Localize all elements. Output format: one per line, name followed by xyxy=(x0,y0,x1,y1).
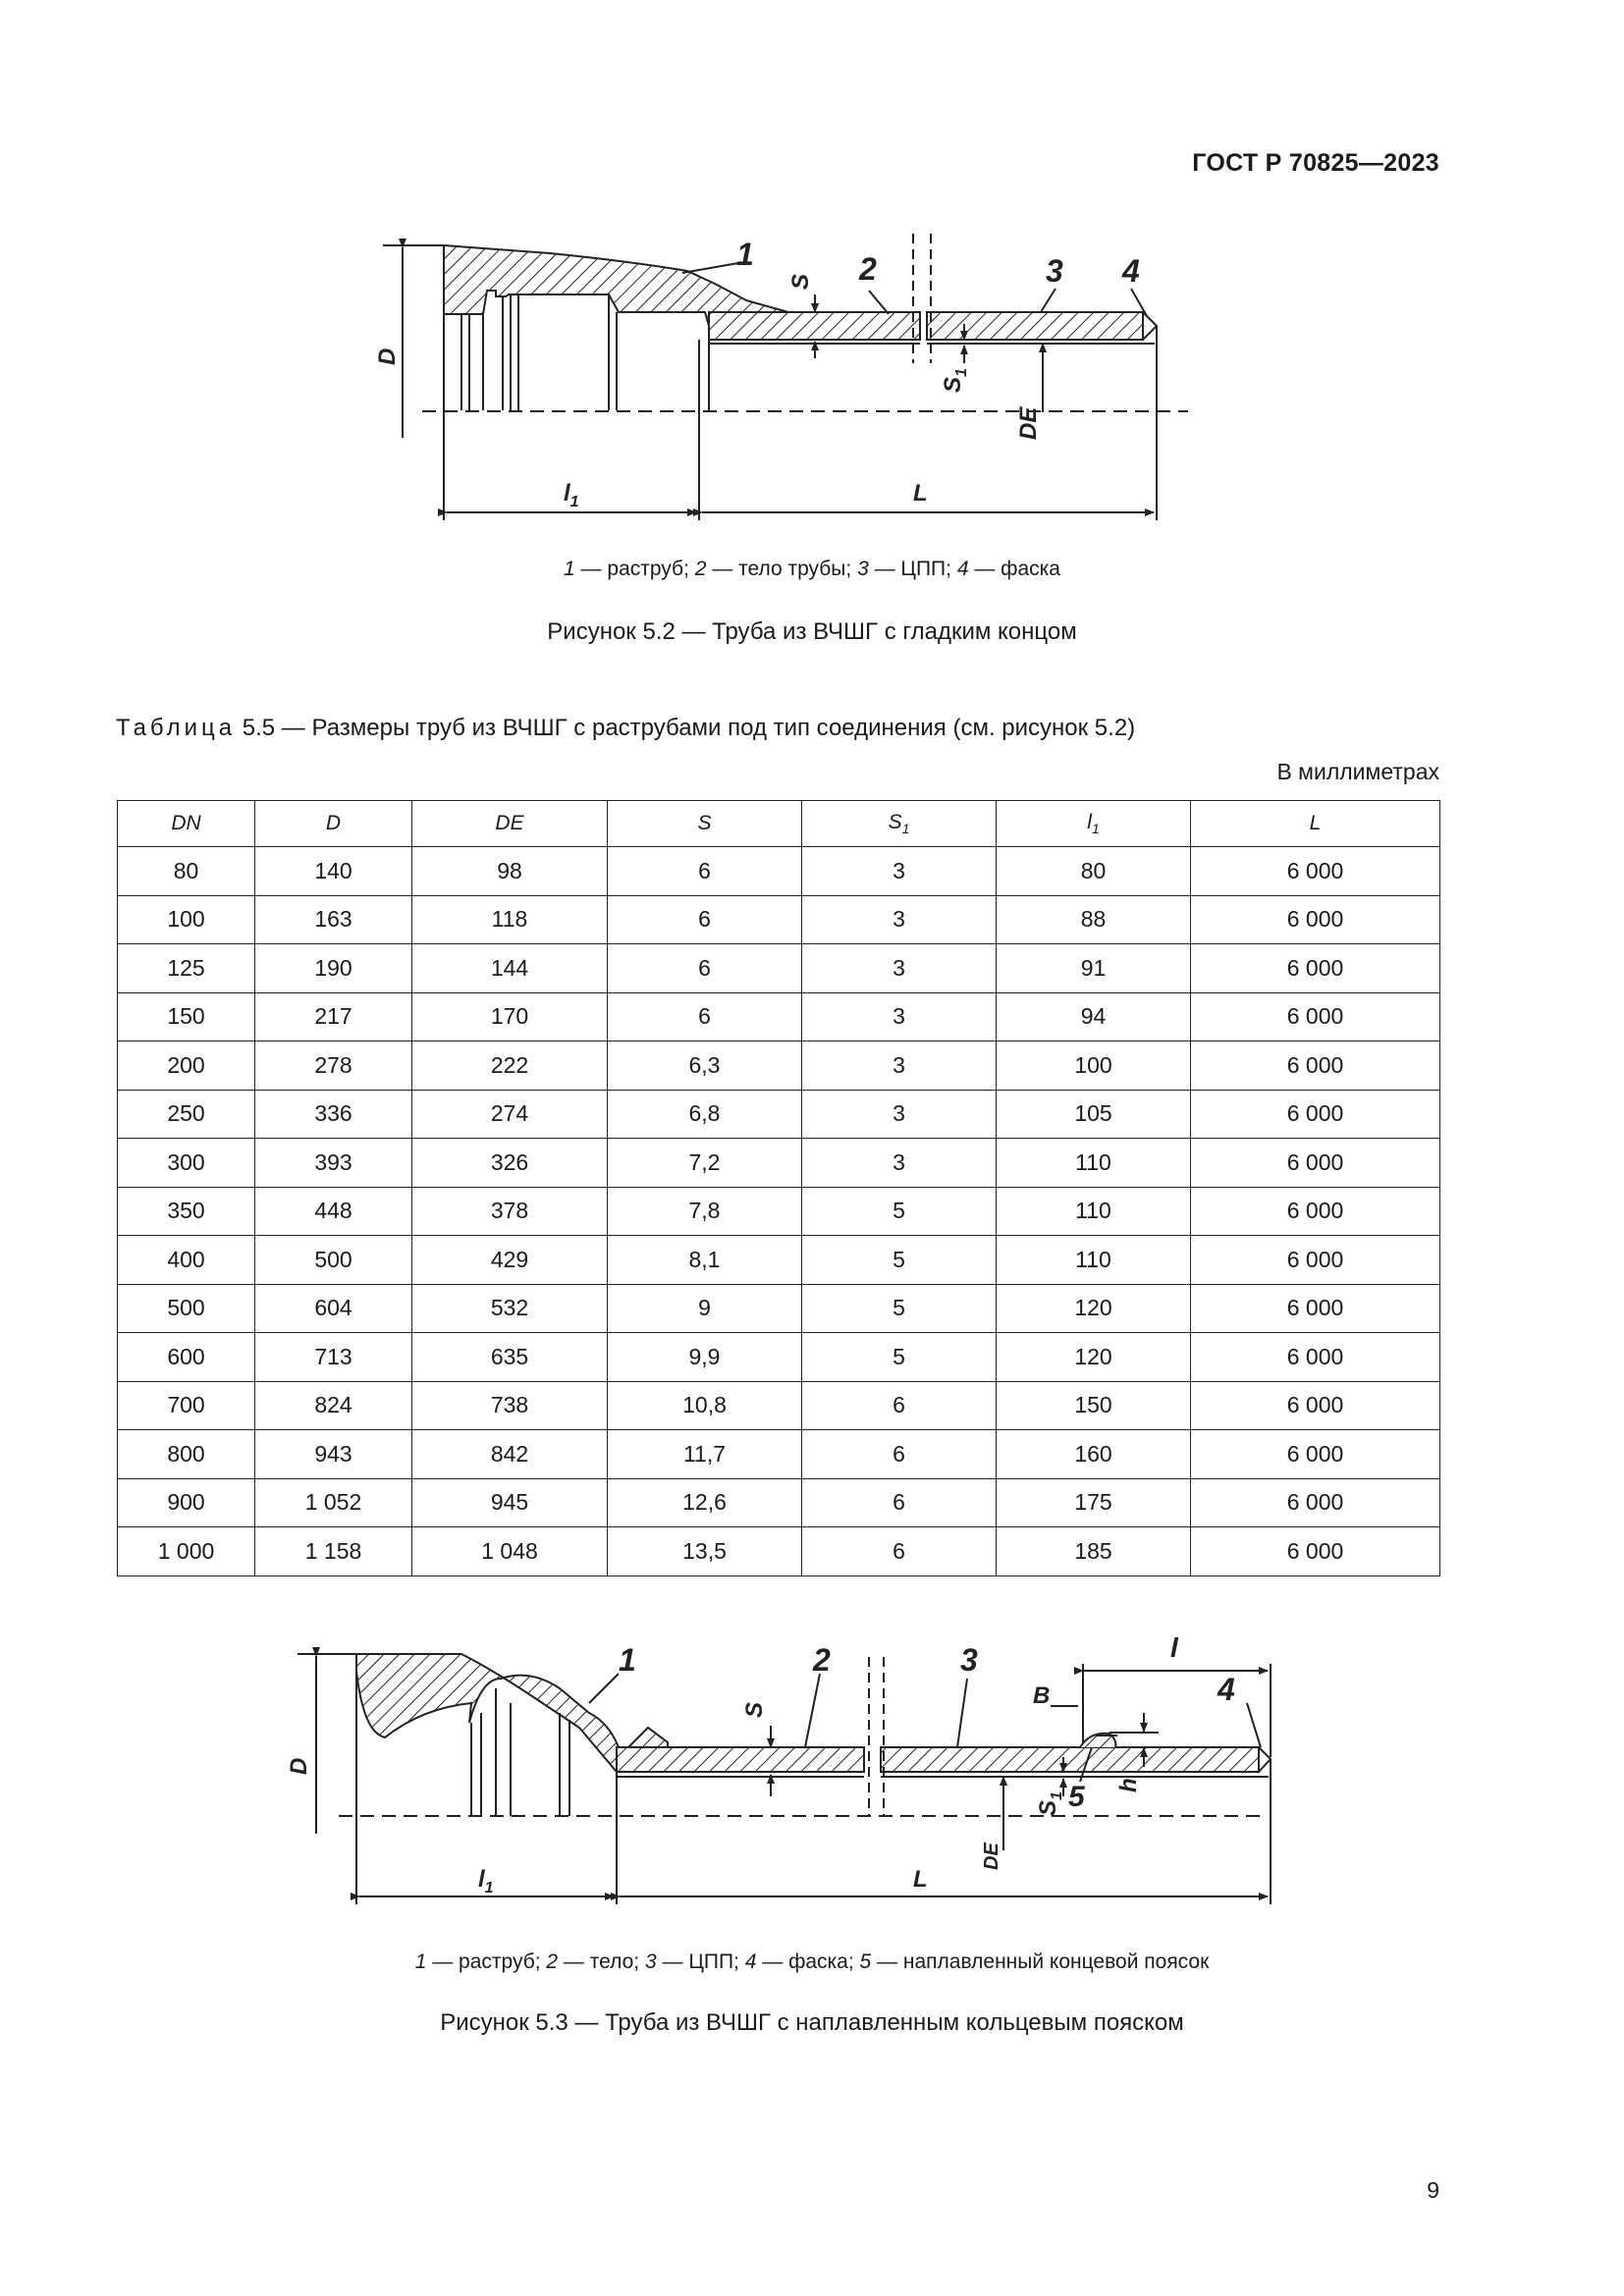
table-cell: 6 000 xyxy=(1191,1187,1440,1236)
table-cell: 6 000 xyxy=(1191,895,1440,944)
table-cell: 713 xyxy=(255,1333,412,1382)
table-cell: 144 xyxy=(412,944,608,993)
table-row xyxy=(118,1284,1440,1333)
table-cell: 448 xyxy=(255,1187,412,1236)
table-row xyxy=(118,1236,1440,1285)
table-cell: 6 000 xyxy=(1191,1139,1440,1188)
fig2-dim-L: L xyxy=(913,1866,928,1893)
table-row xyxy=(118,1333,1440,1382)
column-header: S xyxy=(608,801,802,847)
pipe-wall-right-2 xyxy=(881,1747,1259,1772)
column-header: D xyxy=(255,801,412,847)
fig2-dim-l: l xyxy=(1170,1632,1178,1663)
table-cell: 7,8 xyxy=(608,1187,802,1236)
document-header: ГОСТ Р 70825—2023 xyxy=(1192,149,1439,177)
table-cell: 118 xyxy=(412,895,608,944)
fig2-callout-5: 5 xyxy=(1068,1781,1085,1813)
table-row xyxy=(118,1187,1440,1236)
fig2-dim-B: B xyxy=(1033,1682,1051,1709)
table-header-row xyxy=(118,801,1440,847)
table-cell: 11,7 xyxy=(608,1430,802,1479)
table-units: В миллиметрах xyxy=(1276,759,1439,784)
table-title: Таблица 5.5 — Размеры труб из ВЧШГ с раструбами под тип соединения (см. рисунок 5.2) xyxy=(116,715,1136,741)
column-header: L xyxy=(1191,801,1440,847)
table-cell: 12,6 xyxy=(608,1478,802,1527)
figure-5-2-drawing xyxy=(0,0,1624,550)
table-cell: 1 000 xyxy=(118,1527,255,1576)
fig2-dim-S1: $S_1$ xyxy=(1035,1791,1065,1816)
fig1-dim-D: D xyxy=(374,347,401,365)
fig2-dim-DE: DE xyxy=(981,1842,1002,1870)
fig1-callout-3: 3 xyxy=(1046,253,1063,289)
table-cell: 6 000 xyxy=(1191,847,1440,896)
table-cell: 6 xyxy=(608,944,802,993)
table-cell: 9 xyxy=(608,1284,802,1333)
table-cell: 6 xyxy=(608,895,802,944)
page-number: 9 xyxy=(1427,2177,1439,2203)
table-cell: 700 xyxy=(118,1381,255,1430)
fig1-dim-DE: DE xyxy=(1015,406,1042,440)
table-cell: 500 xyxy=(255,1236,412,1285)
table-cell: 6 000 xyxy=(1191,1381,1440,1430)
table-cell: 8,1 xyxy=(608,1236,802,1285)
table-row xyxy=(118,1090,1440,1139)
table-cell: 200 xyxy=(118,1041,255,1091)
pipe-dimensions-table xyxy=(117,800,1440,1576)
table-cell: 274 xyxy=(412,1090,608,1139)
table-cell: 7,2 xyxy=(608,1139,802,1188)
fig2-callout-4: 4 xyxy=(1218,1672,1235,1707)
table-cell: 6,3 xyxy=(608,1041,802,1091)
table-cell: 150 xyxy=(118,992,255,1041)
table-cell: 6,8 xyxy=(608,1090,802,1139)
table-cell: 120 xyxy=(997,1284,1191,1333)
table-cell: 943 xyxy=(255,1430,412,1479)
table-cell: 110 xyxy=(997,1236,1191,1285)
table-cell: 604 xyxy=(255,1284,412,1333)
column-header: DN xyxy=(118,801,255,847)
figure-5-3-caption: Рисунок 5.3 — Труба из ВЧШГ с наплавленным кольцевым пояском xyxy=(440,2009,1184,2036)
table-cell: 350 xyxy=(118,1187,255,1236)
table-cell: 9,9 xyxy=(608,1333,802,1382)
table-cell: 13,5 xyxy=(608,1527,802,1576)
table-cell: 600 xyxy=(118,1333,255,1382)
fig2-dim-l1: $l_1$ xyxy=(478,1866,494,1896)
table-cell: 222 xyxy=(412,1041,608,1091)
table-cell: 5 xyxy=(802,1187,997,1236)
figure-5-2-legend: 1 — раструб; 2 — тело трубы; 3 — ЦПП; 4 — фаска xyxy=(564,558,1060,580)
table-cell: 217 xyxy=(255,992,412,1041)
table-cell: 80 xyxy=(118,847,255,896)
table-cell: 6 000 xyxy=(1191,1478,1440,1527)
table-cell: 378 xyxy=(412,1187,608,1236)
table-cell: 190 xyxy=(255,944,412,993)
table-cell: 125 xyxy=(118,944,255,993)
fig2-dim-h: h xyxy=(1115,1778,1142,1792)
table-cell: 393 xyxy=(255,1139,412,1188)
table-cell: 3 xyxy=(802,895,997,944)
table-cell: 3 xyxy=(802,1041,997,1091)
table-cell: 6 xyxy=(608,992,802,1041)
table-cell: 6 000 xyxy=(1191,1236,1440,1285)
table-cell: 6 000 xyxy=(1191,1284,1440,1333)
table-cell: 3 xyxy=(802,847,997,896)
pipe-wall-left-2 xyxy=(617,1747,864,1772)
table-cell: 945 xyxy=(412,1478,608,1527)
table-cell: 185 xyxy=(997,1527,1191,1576)
table-row xyxy=(118,847,1440,896)
table-cell: 635 xyxy=(412,1333,608,1382)
column-header: DE xyxy=(412,801,608,847)
table-cell: 500 xyxy=(118,1284,255,1333)
table-cell: 824 xyxy=(255,1381,412,1430)
table-cell: 1 052 xyxy=(255,1478,412,1527)
table-row xyxy=(118,1381,1440,1430)
table-cell: 5 xyxy=(802,1236,997,1285)
table-cell: 105 xyxy=(997,1090,1191,1139)
table-cell: 1 048 xyxy=(412,1527,608,1576)
table-row xyxy=(118,895,1440,944)
table-cell: 3 xyxy=(802,944,997,993)
table-cell: 6 000 xyxy=(1191,1430,1440,1479)
table-cell: 5 xyxy=(802,1284,997,1333)
table-cell: 800 xyxy=(118,1430,255,1479)
table-cell: 738 xyxy=(412,1381,608,1430)
table-row xyxy=(118,1430,1440,1479)
fig1-dim-S1: $S_1$ xyxy=(940,368,970,393)
table-cell: 6 xyxy=(802,1527,997,1576)
table-cell: 100 xyxy=(997,1041,1191,1091)
fig1-callout-1: 1 xyxy=(736,237,754,272)
fig1-dim-l1: $l_1$ xyxy=(564,480,579,510)
table-cell: 3 xyxy=(802,1139,997,1188)
fig1-dim-S: S xyxy=(787,273,814,290)
table-cell: 3 xyxy=(802,1090,997,1139)
table-cell: 6 xyxy=(608,847,802,896)
table-cell: 6 xyxy=(802,1430,997,1479)
pipe-wall-left xyxy=(709,312,920,340)
table-cell: 170 xyxy=(412,992,608,1041)
table-row xyxy=(118,992,1440,1041)
table-cell: 6 000 xyxy=(1191,944,1440,993)
table-cell: 6 000 xyxy=(1191,1041,1440,1091)
pipe-wall-right xyxy=(927,312,1143,340)
table-cell: 160 xyxy=(997,1430,1191,1479)
table-cell: 175 xyxy=(997,1478,1191,1527)
table-cell: 100 xyxy=(118,895,255,944)
table-cell: 250 xyxy=(118,1090,255,1139)
figure-5-3-legend: 1 — раструб; 2 — тело; 3 — ЦПП; 4 — фаска; 5 — наплавленный концевой поясок xyxy=(414,1950,1210,1973)
table-cell: 10,8 xyxy=(608,1381,802,1430)
table-row xyxy=(118,1041,1440,1091)
table-cell: 110 xyxy=(997,1187,1191,1236)
fig1-callout-4: 4 xyxy=(1122,253,1140,289)
figure-5-3-drawing xyxy=(0,1610,1624,1944)
table-cell: 6 xyxy=(802,1478,997,1527)
table-cell: 88 xyxy=(997,895,1191,944)
fig2-callout-3: 3 xyxy=(960,1642,978,1678)
table-cell: 98 xyxy=(412,847,608,896)
table-cell: 1 158 xyxy=(255,1527,412,1576)
table-row xyxy=(118,1527,1440,1576)
table-cell: 900 xyxy=(118,1478,255,1527)
table-cell: 842 xyxy=(412,1430,608,1479)
table-cell: 532 xyxy=(412,1284,608,1333)
table-cell: 6 xyxy=(802,1381,997,1430)
table-body xyxy=(118,847,1440,1576)
table-cell: 140 xyxy=(255,847,412,896)
table-row xyxy=(118,1478,1440,1527)
table-cell: 3 xyxy=(802,992,997,1041)
fig1-callout-2: 2 xyxy=(859,251,877,287)
table-cell: 110 xyxy=(997,1139,1191,1188)
table-cell: 6 000 xyxy=(1191,1527,1440,1576)
table-row xyxy=(118,944,1440,993)
table-cell: 300 xyxy=(118,1139,255,1188)
column-header: $l_1$ xyxy=(997,801,1191,847)
table-cell: 278 xyxy=(255,1041,412,1091)
column-header: $S_1$ xyxy=(802,801,997,847)
fig2-callout-1: 1 xyxy=(619,1642,636,1678)
table-cell: 5 xyxy=(802,1333,997,1382)
table-cell: 94 xyxy=(997,992,1191,1041)
fig1-dim-L: L xyxy=(913,480,928,507)
table-cell: 120 xyxy=(997,1333,1191,1382)
pipe-chamfer xyxy=(1143,312,1157,340)
table-cell: 6 000 xyxy=(1191,992,1440,1041)
fig2-dim-D: D xyxy=(286,1757,312,1775)
table-cell: 429 xyxy=(412,1236,608,1285)
table-cell: 150 xyxy=(997,1381,1191,1430)
table-cell: 80 xyxy=(997,847,1191,896)
table-cell: 6 000 xyxy=(1191,1333,1440,1382)
table-cell: 400 xyxy=(118,1236,255,1285)
figure-5-2-caption: Рисунок 5.2 — Труба из ВЧШГ с гладким концом xyxy=(547,618,1077,645)
table-cell: 326 xyxy=(412,1139,608,1188)
fig2-callout-2: 2 xyxy=(813,1642,831,1678)
table-cell: 336 xyxy=(255,1090,412,1139)
fig2-dim-S: S xyxy=(741,1701,768,1718)
table-cell: 6 000 xyxy=(1191,1090,1440,1139)
table-cell: 163 xyxy=(255,895,412,944)
table-cell: 91 xyxy=(997,944,1191,993)
table-row xyxy=(118,1139,1440,1188)
